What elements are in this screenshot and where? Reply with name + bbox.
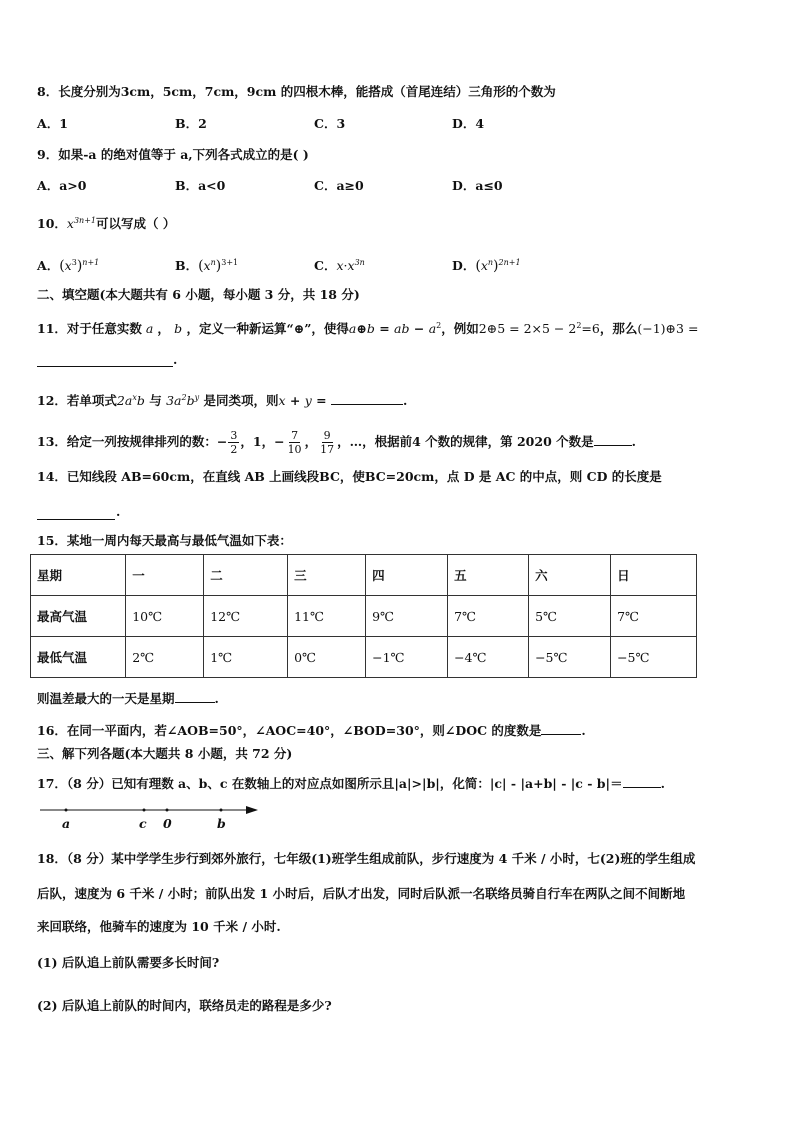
q9-option-b: B．a<0 [175,178,226,193]
q11-answer-blank [37,354,173,367]
section-2-heading: 二、填空题(本大题共有 6 小题，每小题 3 分，共 18 分) [37,287,360,302]
q18-line-1: 18．（8 分）某中学学生步行到郊外旅行，七年级(1)班学生组成前队，步行速度为 4 千米 / 小时，七(2)班的学生组成 [37,851,696,866]
number-line-label-0: 0 [163,816,172,831]
q9-option-c: C．a≥0 [314,178,364,193]
q10-question [37,213,175,232]
q17-text: 17．（8 分）已知有理数 a、b、c 在数轴上的对应点如图所示且|a|>|b|，化简：|c| - |a+b| - |c - b|＝ . [37,776,665,791]
q15-text: 15．某地一周内每天最高与最低气温如下表： [37,533,292,548]
q10-option-d: D．$(x^n)^{2n+1}$ [452,258,521,275]
temperature-table [30,554,697,678]
q8-option-c: C．3 [314,116,346,131]
q9-text: 9．如果-a 的绝对值等于 a,下列各式成立的是( ) [37,147,309,162]
q18-sub-1: (1) 后队追上前队需要多长时间? [37,955,220,970]
number-line-label-b: b [217,816,226,831]
q9-option-d: D．a≤0 [452,178,503,193]
q14-text: 14．已知线段 AB=60cm，在直线 AB 上画线段BC，使BC=20cm，点 D 是 AC 的中点，则 CD 的长度是 [37,469,662,484]
q10-expression: $x^{3n+1}$ [66,216,97,232]
q10-option-c: C．$x\cdot x^{3n}$ [314,258,365,274]
table-row-low: 最低气温 2℃ 1℃ 0℃ −1℃ −4℃ −5℃ −5℃ [31,637,697,678]
q10-option-b: B．$(x^n)^{3+1}$ [175,258,239,275]
q13-text: 13．给定一列按规律排列的数：− $\frac{3}{2}$ ，1，− $\frac{7}{10}$ ， $\frac{9}{17}$ ，…，根据前4 个数的规律，第 2020 个数是 . [37,429,636,456]
q18-line-3: 来回联络，他骑车的速度为 10 千米 / 小时. [37,919,281,934]
q8-option-a: A．1 [37,116,68,131]
number-line [36,800,266,835]
q9-option-a: A．a>0 [37,178,87,193]
q18-line-2: 后队，速度为 6 千米 / 小时；前队出发 1 小时后，后队才出发，同时后队派一名联络员骑自行车在两队之间不间断地 [37,886,686,901]
q10-option-a: A．$(x^3)^{n+1}$ [37,258,100,275]
q8-text: 8．长度分别为3cm，5cm，7cm，9cm 的四根木棒，能搭成（首尾连结）三角形的个数为 [37,84,556,99]
number-line-label-a: a [62,816,71,831]
q16-text: 16．在同一平面内，若∠AOB=50°，∠AOC=40°，∠BOD=30°，则∠DOC 的度数是 . [37,723,586,738]
q12-text: 12．若单项式$2a^xb$ 与 $3a^2b^y$ 是同类项，则x + y = . [37,393,408,409]
q11-text: 11．对于任意实数 a ， b ，定义一种新运算“⊕”，使得a⊕b = ab − $a^2$，例如2⊕5 = $2\times 5 - 2^2=6$，那么(−1)⊕3 = [37,321,699,337]
q14-answer-blank [37,507,115,520]
table-header-row: 星期 一 二 三 四 五 六 日 [31,555,697,596]
number-line-label-c: c [139,816,147,831]
q8-option-b: B．2 [175,116,207,131]
q10-number: 10． [37,216,67,232]
q18-sub-2: (2) 后队追上前队的时间内，联络员走的路程是多少? [37,998,332,1013]
table-row-high: 最高气温 10℃ 12℃ 11℃ 9℃ 7℃ 5℃ 7℃ [31,596,697,637]
q8-option-d: D．4 [452,116,485,131]
q15-after: 则温差最大的一天是星期 . [37,691,219,706]
section-3-heading: 三、解下列各题(本大题共 8 小题，共 72 分) [37,746,293,761]
q10-suffix: 可以写成（ ） [96,216,176,232]
